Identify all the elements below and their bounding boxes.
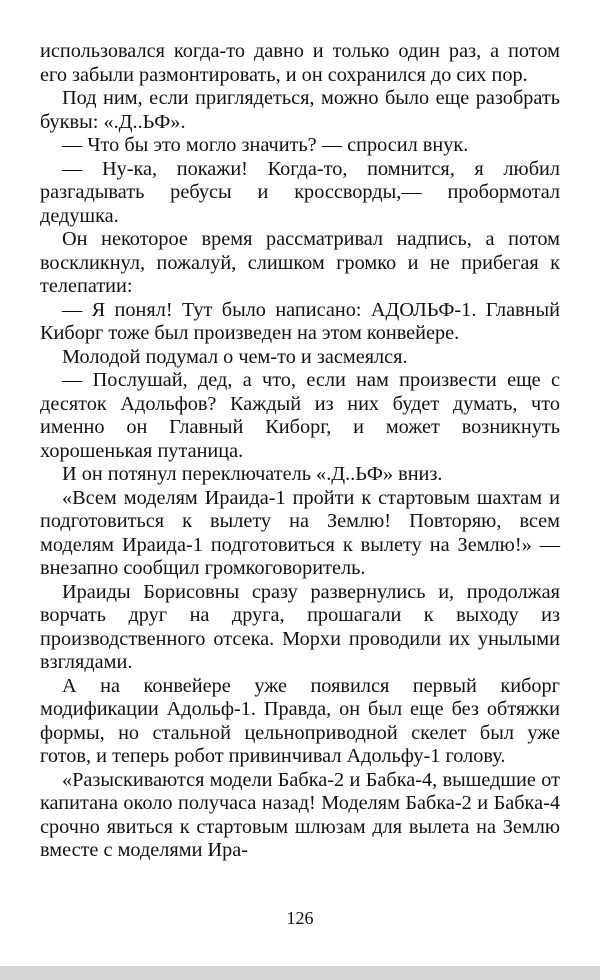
paragraph-7: Молодой подумал о чем-то и засмеялся. <box>62 345 408 368</box>
paragraph-4: — Ну-ка, покажи! Когда-то, помнится, я любил разгадывать ребусы и кроссворды,— пробормотал дедушка. <box>40 157 560 227</box>
paragraph-6: — Я понял! Тут было написано: АДОЛЬФ-1. Главный Киборг тоже был произведен на этом конвейере. <box>40 298 560 344</box>
paragraph-5: Он некоторое время рассматривал надпись, а потом воскликнул, пожалуй, слишком громко и не прибегая к телепатии: <box>40 228 560 297</box>
paragraph-12: А на конвейере уже появился первый киборг модификации Адольф-1. Правда, он был еще без обтяжки формы, но стальной цельноприводной скелет был уже готов, и теперь робот привинчивал Адольфу-1 голову. <box>40 674 560 767</box>
paragraph-10: «Всем моделям Ираида-1 пройти к стартовым шахтам и подготовиться к вылету на Землю! Повторяю, всем моделям Ираида-1 подготовиться к вылету на Землю!» — внезапно сообщил громкоговоритель. <box>40 486 560 579</box>
paragraph-9: И он потянул переключатель «.Д..ЬФ» вниз. <box>62 463 443 485</box>
page-text <box>40 40 560 863</box>
paragraph-13: «Разыскиваются модели Бабка-2 и Бабка-4, вышедшие от капитана около получаса назад! Моделям Бабка-2 и Бабка-4 срочно явиться к стартовым шлюзам для вылета на Землю вместе с моделями Ира- <box>40 768 560 861</box>
paragraph-2: Под ним, если приглядеться, можно было еще разобрать буквы: «.Д..ЬФ». <box>40 87 560 133</box>
paragraph-11: Ираиды Борисовны сразу развернулись и, продолжая ворчать друг на друга, прошагали к выходу из производственного отсека. Морхи проводили их унылыми взглядами. <box>40 580 560 673</box>
paragraph-3: — Что бы это могло значить? — спросил внук. <box>62 134 469 156</box>
page-number: 126 <box>286 908 314 928</box>
paragraph-8: — Послушай, дед, а что, если нам произвести еще с десяток Адольфов? Каждый из них будет думать, что именно он Главный Киборг, и может возникнуть хорошенькая путаница. <box>40 369 560 462</box>
paragraph-1: использовался когда-то давно и только один раз, а потом его забыли размонтировать, и он сохранился до сих пор. <box>40 40 560 86</box>
bottom-edge-strip <box>0 966 600 980</box>
